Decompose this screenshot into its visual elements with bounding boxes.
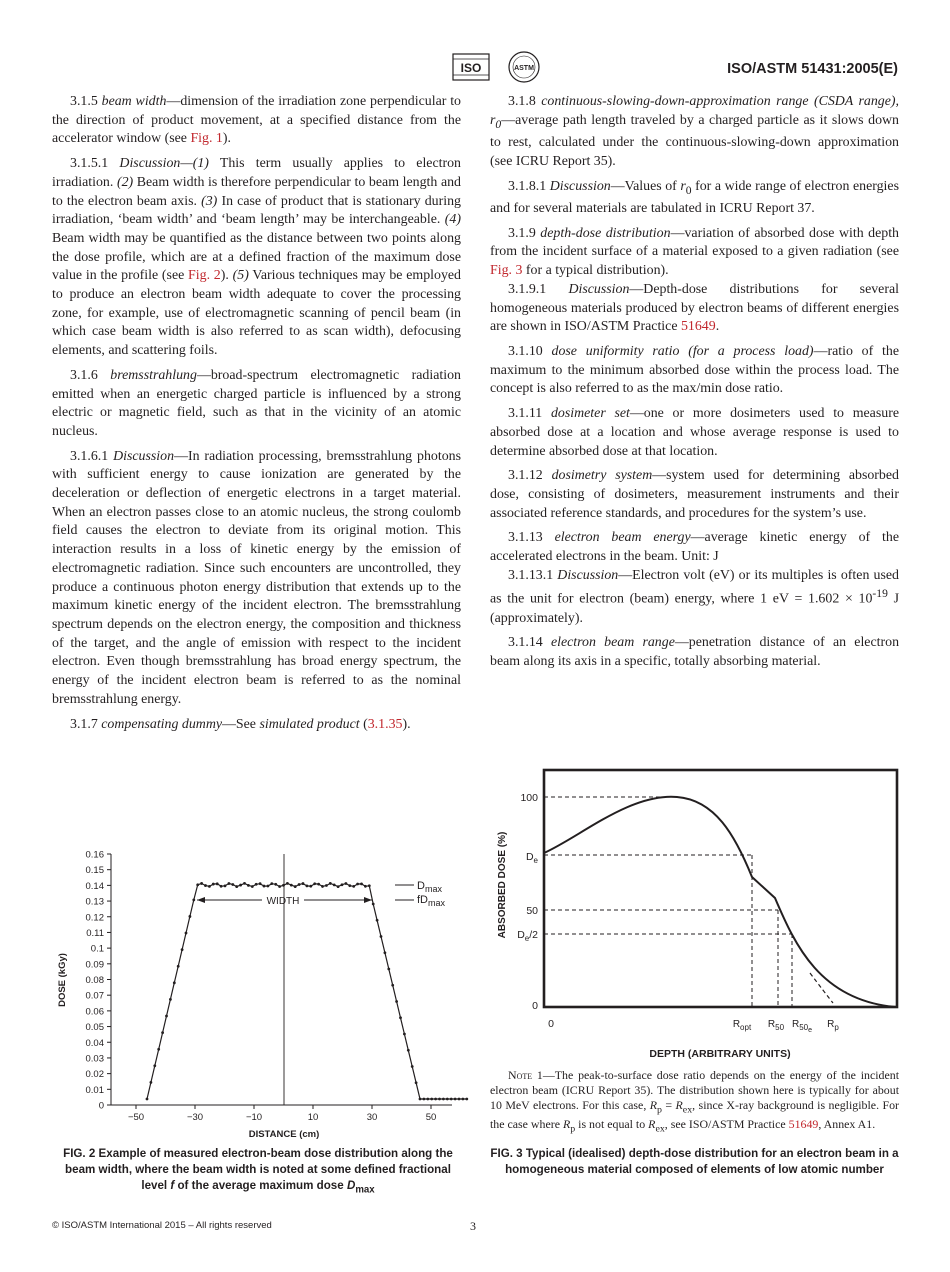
fig3-x-axis-label: DEPTH (ARBITRARY UNITS) — [649, 1048, 791, 1060]
fig2-data-point — [333, 883, 336, 886]
fig3-frame — [544, 770, 897, 1007]
fig2-dose-profile-line — [147, 883, 467, 1099]
fig3-depth-dose-chart — [490, 765, 910, 1065]
para-3-1-9-1: 3.1.9.1 Discussion—Depth-dose distributions for several homogeneous materials produced by electron beams of different energies are shown in ISO/ASTM Practice 51649. — [490, 281, 899, 335]
fig3-y-axis-label: ABSORBED DOSE (%) — [497, 831, 508, 939]
fig2-y-tick-label: 0.14 — [85, 880, 104, 892]
fig2-data-point — [329, 882, 332, 885]
fig2-x-tick-label: −30 — [186, 1112, 204, 1123]
fig2-data-point — [263, 885, 266, 888]
fig2-data-point — [290, 884, 293, 887]
fig2-data-point — [216, 882, 219, 885]
fig2-data-point — [458, 1098, 461, 1101]
fig3-tick-de2: $D_e/2$ — [517, 929, 538, 943]
fig2-data-point — [208, 885, 211, 888]
fig2-y-axis — [86, 850, 112, 1112]
fig2-data-point — [387, 968, 390, 971]
left-column — [52, 93, 461, 740]
fig2-data-point — [231, 883, 234, 886]
fig2-width-label: WIDTH — [266, 896, 300, 907]
header-logos — [452, 50, 548, 84]
fig2-data-point — [274, 883, 277, 886]
fig2-y-tick-label: 0.12 — [85, 912, 104, 924]
fig2-data-point — [364, 885, 367, 888]
fig2-data-point — [150, 1081, 153, 1084]
fig2-data-point — [345, 882, 348, 885]
fig2-data-point — [380, 935, 383, 938]
fig2-data-point — [294, 885, 297, 888]
fig2-y-tick-label: 0.08 — [85, 975, 104, 986]
fig2-dose-points — [146, 882, 469, 1100]
fig2-data-point — [165, 1015, 168, 1018]
fig2-legend-fdmax: $fD_{max}$ — [417, 894, 446, 908]
iso-logo — [453, 54, 489, 80]
para-3-1-8-1: 3.1.8.1 Discussion—Values of $r_0$ for a wide range of electron energies and for several materials are tabulated in ICRU Report 37. — [490, 178, 899, 217]
fig2-data-point — [286, 882, 289, 885]
fig2-data-point — [306, 884, 309, 887]
fig2-data-point — [267, 885, 270, 888]
fig3-xtick-0: 0 — [548, 1018, 554, 1030]
page-number: 3 — [470, 1219, 476, 1233]
fig2-y-tick-label: 0.04 — [85, 1037, 104, 1049]
fig2-data-point — [462, 1098, 465, 1101]
fig2-data-point — [247, 884, 250, 887]
fig2-data-point — [302, 882, 305, 885]
fig2-data-point — [212, 883, 215, 886]
fig2-data-point — [204, 884, 207, 887]
fig2-data-point — [146, 1098, 149, 1101]
fig3-tick-de: $D_e$ — [525, 851, 538, 865]
para-3-1-14: 3.1.14 electron beam range—penetration distance of an electron beam along its axis in a specific, totally absorbing material. — [490, 635, 900, 670]
fig2-y-tick-label: 0.1 — [90, 943, 104, 955]
fig2-data-point — [384, 951, 387, 954]
fig2-x-tick-label: 10 — [307, 1112, 319, 1123]
fig2-data-point — [255, 883, 258, 886]
fig2-data-point — [399, 1016, 402, 1019]
fig3-xtick-ropt: $R_{opt}$ — [732, 1019, 752, 1032]
para-3-1-6-1: 3.1.6.1 Discussion—In radiation processing, bremsstrahlung photons with sufficient energy to cause ionization are generated by the deceleration or deflection of energetic electrons in a target material. When an electron passes close to an atomic nucleus, the strong coulomb field causes the electron to deviate from its original motion. This interaction results in a loss of kinetic energy by the emission of electromagnetic radiation. Since such encounters are uncontrolled, they produce a continuous photon energy distribution that extends up to the maximum kinetic energy of the incident electron. The bremsstrahlung spectrum depends on the electron energy, the composition and thickness of the target, and the angle of emission with respect to the incident electron. Even though bremsstrahlung has broad energy spectrum, the energy of the incident electron beam is referred to as the nominal bremsstrahlung energy. — [52, 448, 461, 707]
fig2-dose-distribution-chart — [52, 842, 472, 1142]
fig2-data-point — [282, 884, 285, 887]
fig2-y-tick-label: 0.16 — [85, 849, 104, 861]
fig2-data-point — [235, 885, 238, 888]
para-3-1-11: 3.1.11 dosimeter set—one or more dosimeters used to measure absorbed dose at a location and whose average response is used to determine absorbed dose at that location. — [490, 406, 899, 459]
fig2-data-point — [454, 1098, 457, 1101]
fig2-data-point — [465, 1098, 468, 1101]
fig2-y-tick-label: 0.01 — [85, 1084, 104, 1096]
fig2-data-point — [239, 884, 242, 887]
footer-copyright: © ISO/ASTM International 2015 – All rights reserved — [52, 1220, 272, 1231]
fig2-data-point — [411, 1065, 414, 1068]
fig3-tick-0: 0 — [532, 1000, 538, 1012]
fig2-data-point — [153, 1064, 156, 1067]
fig2-data-point — [376, 919, 379, 922]
fig2-data-point — [243, 882, 246, 885]
fig2-legend-dmax: $D_{max}$ — [417, 880, 442, 894]
fig2-y-tick-label: 0.05 — [85, 1022, 104, 1034]
fig2-data-point — [185, 932, 188, 935]
fig2-y-tick-label: 0.02 — [85, 1069, 104, 1081]
fig2-data-point — [407, 1049, 410, 1052]
fig2-y-tick-label: 0.07 — [85, 990, 104, 1002]
fig2-data-point — [309, 885, 312, 888]
para-3-1-8: 3.1.8 continuous-slowing-down-approximation range (CSDA range), $r_0—average$ path length traveled by a charged particle as it slows down to rest, calculated under the continuous-slowing-down approximation (see ICRU Report 35). — [490, 94, 899, 169]
fig2-y-tick-label: 0 — [98, 1100, 104, 1112]
fig2-data-point — [181, 948, 184, 951]
fig2-arrowhead-right — [364, 897, 372, 903]
fig1-link[interactable]: Fig. 1 — [190, 131, 223, 147]
fig2-data-point — [189, 915, 192, 918]
para-3-1-5: 3.1.5 beam width—dimension of the irradiation zone perpendicular to the direction of product movement, at a specified distance from the accelerator window (see Fig. 1). — [52, 94, 461, 147]
fig2-y-axis-label: DOSE (kGy) — [57, 953, 68, 1007]
fig2-data-point — [157, 1048, 160, 1051]
fig2-data-point — [434, 1098, 437, 1101]
note-practice-51649-link[interactable]: 51649 — [788, 1117, 819, 1132]
fig2-arrowhead-left — [197, 897, 205, 903]
para-3-1-9: 3.1.9 depth-dose distribution—variation of absorbed dose with depth from the incident surface of a material exposed to a given radiation (see Fig. 3 for a typical distribution). — [490, 225, 899, 279]
fig2-data-point — [270, 882, 273, 885]
fig2-x-axis-label: DISTANCE (cm) — [248, 1129, 320, 1140]
standard-number: ISO/ASTM 51431:2005(E) — [727, 61, 898, 77]
para-3-1-13: 3.1.13 electron beam energy—average kinetic energy of the accelerated electrons in the beam. Unit: J — [490, 530, 899, 565]
fig3-caption: FIG. 3 Typical (idealised) depth-dose distribution for an electron beam in a homogeneous material composed of elements of low atomic number — [490, 1147, 899, 1176]
fig2-data-point — [298, 883, 301, 886]
fig2-data-point — [352, 885, 355, 888]
fig2-data-point — [313, 882, 316, 885]
fig2-y-tick-label: 0.11 — [86, 927, 104, 939]
fig2-data-point — [395, 1000, 398, 1003]
fig2-data-point — [419, 1098, 422, 1101]
para-3-1-6: 3.1.6 bremsstrahlung—broad-spectrum electromagnetic radiation emitted when an energetic charged particle is influenced by a strong electric or magnetic field, such as that in the vicinity of an atomic nucleus. — [52, 367, 461, 439]
fig2-data-point — [192, 898, 195, 901]
fig2-data-point — [446, 1098, 449, 1101]
fig2-data-point — [360, 883, 363, 886]
para-3-1-13-1: 3.1.13.1 Discussion—Electron volt (eV) or its multiples is often used as the unit for electron (beam) energy, where 1 eV = $1.602 \times 10^{-19}$ J (approximately). — [490, 567, 899, 626]
astm-logo — [509, 52, 539, 82]
fig3-link[interactable]: Fig. 3 — [490, 263, 523, 279]
fig2-data-point — [196, 883, 199, 886]
fig2-data-point — [430, 1098, 433, 1101]
section-3-1-35-link[interactable]: 3.1.35 — [367, 716, 403, 732]
fig2-data-point — [368, 884, 371, 887]
fig2-data-point — [450, 1098, 453, 1101]
fig3-depth-dose-curve — [544, 797, 895, 1007]
fig3-tick-50: 50 — [526, 905, 538, 917]
fig2-data-point — [177, 965, 180, 968]
fig2-data-point — [415, 1081, 418, 1084]
fig2-data-point — [317, 883, 320, 886]
fig2-data-point — [337, 885, 340, 888]
fig2-data-point — [325, 884, 328, 887]
fig3-xtick-r50e: $R_{50e}$ — [791, 1019, 813, 1034]
fig2-data-point — [341, 883, 344, 886]
fig2-x-tick-label: −50 — [127, 1112, 145, 1123]
fig2-data-point — [423, 1098, 426, 1101]
fig2-data-point — [278, 885, 281, 888]
fig2-data-point — [220, 885, 223, 888]
fig2-data-point — [321, 885, 324, 888]
practice-51649-link[interactable]: 51649 — [680, 319, 716, 335]
fig2-data-point — [161, 1031, 164, 1034]
astm-logo-text: ASTM — [514, 65, 534, 72]
fig2-x-axis — [128, 1105, 436, 1123]
fig2-x-tick-label: 50 — [425, 1112, 437, 1123]
fig2-y-tick-label: 0.03 — [85, 1053, 104, 1065]
para-3-1-12: 3.1.12 dosimetry system—system used for determining absorbed dose, consisting of dosimeters, measurement instruments and their associated reference standards, and procedures for the system’s use. — [490, 468, 899, 521]
fig2-data-point — [228, 882, 231, 885]
fig3-note: Note 1—The peak-to-surface dose ratio depends on the energy of the incident electron beam (ICRU Report 35). The distribution shown here is typically for about 10 MeV electrons. For this case, $R_p = R_{ex}$, since X-ray background is negligible. For the case where $R_p$ is not equal to $R_{ex}$, see ISO/ASTM Practice 51649, Annex A1. — [490, 1068, 899, 1135]
fig2-data-point — [169, 998, 172, 1001]
fig3-xtick-rp: $R_p$ — [827, 1019, 839, 1032]
para-3-1-7: 3.1.7 compensating dummy—See simulated product (3.1.35). — [70, 716, 411, 732]
fig2-data-point — [173, 981, 176, 984]
fig2-data-point — [224, 884, 227, 887]
fig2-data-point — [391, 984, 394, 987]
fig2-data-point — [372, 903, 375, 906]
fig2-data-point — [438, 1098, 441, 1101]
fig2-y-tick-label: 0.15 — [85, 865, 104, 877]
fig2-data-point — [259, 882, 262, 885]
para-3-1-10: 3.1.10 dose uniformity ratio (for a process load)—ratio of the maximum to the minimum absorbed dose within the process load. The concept is also referred to as the max/min dose ratio. — [490, 344, 900, 397]
right-column — [490, 93, 899, 678]
fig2-link[interactable]: Fig. 2 — [188, 268, 221, 284]
fig2-data-point — [442, 1098, 445, 1101]
fig2-data-point — [403, 1033, 406, 1036]
fig2-caption: FIG. 2 Example of measured electron-beam dose distribution along the beam width, where the beam width is noted at some defined fractional level f of the average maximum dose $D_{max}$ — [63, 1147, 453, 1196]
fig3-tick-100: 100 — [520, 792, 538, 804]
fig2-x-tick-label: 30 — [366, 1112, 378, 1123]
fig2-data-point — [251, 885, 254, 888]
fig2-y-tick-label: 0.06 — [85, 1006, 104, 1018]
fig2-data-point — [200, 882, 203, 885]
fig2-data-point — [426, 1098, 429, 1101]
fig2-data-point — [348, 884, 351, 887]
iso-logo-text: ISO — [460, 61, 482, 75]
fig2-x-tick-label: −10 — [245, 1112, 263, 1123]
fig3-extrapolation-line — [810, 973, 833, 1003]
fig2-y-tick-label: 0.13 — [85, 896, 104, 908]
fig3-xtick-r50: $R_{50}$ — [767, 1019, 785, 1032]
fig2-data-point — [356, 883, 359, 886]
fig2-y-tick-label: 0.09 — [85, 959, 104, 971]
para-3-1-5-1: 3.1.5.1 Discussion—(1) This term usually applies to electron irradiation. (2) Beam width is therefore perpendicular to beam length and to the electron beam axis. (3) In case of product that is stationary during irradiation, ‘beam width’ and ‘beam length’ may be interchangeable. (4) Beam width may be quantified as the distance between two points along the dose profile, which are at a defined fraction of the maximum dose value in the profile (see Fig. 2). (5) Various techniques may be employed to produce an electron beam width adequate to cover the processing zone, for example, use of electromagnetic scanning of pencil beam (in which case beam width is also referred to as scan width), defocusing elements, and scattering foils. — [52, 156, 462, 359]
